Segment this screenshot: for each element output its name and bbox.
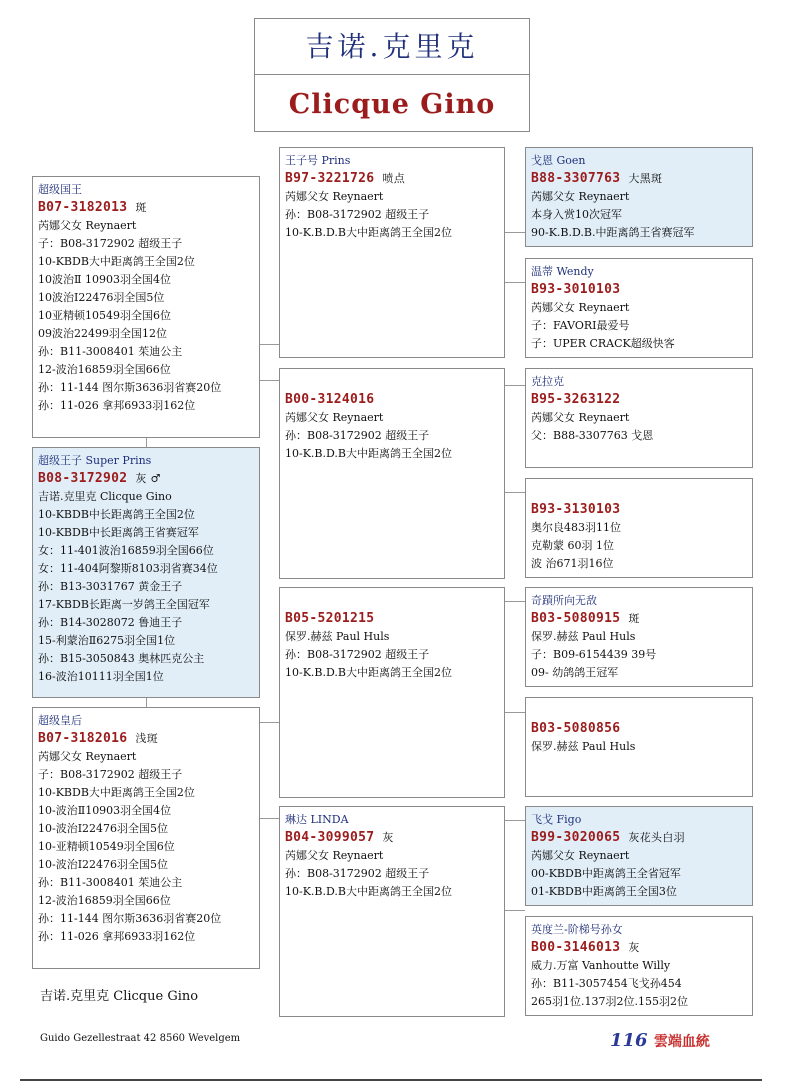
dam-dam-card [279, 806, 505, 1017]
site-logo [610, 1030, 710, 1051]
color-tag: 浅斑 [135, 732, 159, 745]
info-line: 10-K.B.D.B大中距离鸽王全国2位 [285, 447, 453, 460]
info-line: 10-K.B.D.B大中距离鸽王全国2位 [285, 226, 453, 239]
connector [504, 910, 525, 911]
info-line: 17-KBDB长距离一岁鸽王全国冠军 [38, 598, 210, 611]
color-tag: 灰 [628, 941, 640, 954]
color-tag: 大黑斑 [628, 172, 663, 185]
info-line: 本身入赏10次冠军 [531, 208, 622, 221]
dam-card [32, 707, 260, 969]
title-english: Clicque Gino [288, 89, 496, 120]
bird-name: 王子号 Prins [285, 154, 351, 167]
color-tag: 灰花头白羽 [628, 831, 685, 844]
title-box [254, 18, 530, 132]
info-line: 孙：B11-3008401 茱迪公主 [38, 345, 183, 358]
connector [259, 380, 279, 381]
sire-sire-card [279, 147, 505, 358]
info-line: 孙：B15-3050843 奥林匹克公主 [38, 652, 205, 665]
connector [259, 818, 279, 819]
color-tag: 喷点 [382, 172, 406, 185]
bird-name: 温蒂 Wendy [531, 265, 594, 278]
info-line: 子：FAVORI最爱号 [531, 319, 630, 332]
info-line: 265羽1位.137羽2位.155羽2位 [531, 995, 688, 1008]
owner-address: Guido Gezellestraat 42 8560 Wevelgem [40, 1033, 241, 1044]
ring-number: B07-3182016 浅斑 [38, 731, 159, 746]
info-line: 10亚精顿10549羽全国6位 [38, 309, 171, 322]
connector [146, 437, 147, 447]
info-line: 保罗.赫兹 Paul Huls [285, 630, 390, 643]
bird-name: 超级王子 Super Prins [38, 454, 152, 467]
info-line: 女：11-401波治16859羽全国66位 [38, 544, 214, 557]
bird-name [531, 483, 747, 501]
info-line: 芮娜父女 Reynaert [285, 849, 384, 862]
info-line: 09- 幼鸽鸽王冠军 [531, 666, 619, 679]
info-line: 芮娜父女 Reynaert [38, 219, 137, 232]
sds-card [525, 368, 753, 468]
info-line: 10-波治I22476羽全国5位 [38, 822, 169, 835]
info-line: 芮娜父女 Reynaert [531, 411, 630, 424]
ring-number: B00-3146013 灰 [531, 940, 640, 955]
color-tag: 斑 [135, 201, 147, 214]
ring-number: B93-3130103 [531, 502, 621, 517]
info-line: 女：11-404阿黎斯8103羽省赛34位 [38, 562, 218, 575]
ring-number: B95-3263122 [531, 392, 621, 407]
info-line: 孙：B08-3172902 超级王子 [285, 648, 430, 661]
ring-number: B05-5201215 [285, 611, 375, 626]
info-line: 10-波治I22476羽全国5位 [38, 858, 169, 871]
dsd-card [525, 697, 753, 797]
bottom-divider [20, 1079, 762, 1081]
info-line: 芮娜父女 Reynaert [531, 301, 630, 314]
ring-number: B93-3010103 [531, 282, 621, 297]
info-line: 10-波治Ⅱ10903羽全国4位 [38, 804, 172, 817]
info-line: 奥尔良483羽11位 [531, 521, 621, 534]
info-line: 10-K.B.D.B大中距离鸽王全国2位 [285, 885, 453, 898]
sire-card [32, 176, 260, 438]
bird-name: 戈恩 Goen [531, 154, 586, 167]
info-line: 克勒蒙 60羽 1位 [531, 539, 614, 552]
info-line: 15-利蒙治Ⅱ6275羽全国1位 [38, 634, 176, 647]
info-line: 子：B08-3172902 超级王子 [38, 237, 183, 250]
info-line: 12-波治16859羽全国66位 [38, 363, 171, 376]
title-chinese: 吉诺.克里克 [255, 19, 529, 75]
ring-number: B88-3307763 大黑斑 [531, 171, 663, 186]
sss-card [525, 147, 753, 247]
connector [504, 820, 525, 821]
connector [504, 712, 525, 713]
info-line: 孙：11-144 图尔斯3636羽省赛20位 [38, 381, 222, 394]
info-line: 孙：11-026 拿邦6933羽162位 [38, 930, 196, 943]
info-line: 孙：11-026 拿邦6933羽162位 [38, 399, 196, 412]
info-line: 01-KBDB中距离鸽王全国3位 [531, 885, 677, 898]
info-line: 芮娜父女 Reynaert [285, 190, 384, 203]
bird-name: 克拉克 [531, 375, 564, 388]
info-line: 吉诺.克里克 Clicque Gino [38, 490, 172, 503]
info-line: 孙：B08-3172902 超级王子 [285, 867, 430, 880]
info-line: 10-KBDB中长距离鸽王全国2位 [38, 508, 195, 521]
bird-name: 英度兰-阶梯号孙女 [531, 923, 623, 936]
sire-dam-card [279, 368, 505, 579]
ring-number: B03-5080856 [531, 721, 621, 736]
bird-name [531, 702, 747, 720]
connector [146, 697, 147, 707]
info-line: 10-K.B.D.B大中距离鸽王全国2位 [285, 666, 453, 679]
info-line: 孙：B13-3031767 黄金王子 [38, 580, 183, 593]
info-line: 90-K.B.D.B.中距离鸽王省赛冠军 [531, 226, 695, 239]
connector [504, 232, 525, 233]
dds-card [525, 806, 753, 906]
info-line: 孙：B11-3057454飞戈孙454 [531, 977, 682, 990]
connector [504, 492, 525, 493]
info-line: 10-KBDB大中距离鸽王全国2位 [38, 786, 195, 799]
bird-name [285, 373, 499, 391]
bird-name: 超级国王 [38, 183, 82, 196]
info-line: 芮娜父女 Reynaert [531, 849, 630, 862]
info-line: 孙：B14-3028072 鲁迪王子 [38, 616, 183, 629]
dss-card [525, 587, 753, 687]
info-line: 保罗.赫兹 Paul Huls [531, 630, 636, 643]
info-line: 波 治671羽16位 [531, 557, 614, 570]
bird-name [285, 592, 499, 610]
logo-text: 雲端血統 [653, 1034, 710, 1050]
info-line: 09波治22499羽全国12位 [38, 327, 167, 340]
ring-number: B99-3020065 灰花头白羽 [531, 830, 685, 845]
color-tag: 灰 ♂ [135, 472, 161, 485]
info-line: 子：UPER CRACK超级快客 [531, 337, 675, 350]
ring-number: B00-3124016 [285, 392, 375, 407]
connector [259, 344, 279, 345]
info-line: 16-波治10111羽全国1位 [38, 670, 164, 683]
subject-card [32, 447, 260, 698]
info-line: 10-亚精顿10549羽全国6位 [38, 840, 175, 853]
info-line: 子：B09-6154439 39号 [531, 648, 657, 661]
ring-number: B03-5080915 斑 [531, 611, 640, 626]
info-line: 孙：B11-3008401 茱迪公主 [38, 876, 183, 889]
bird-name: 超级皇后 [38, 714, 82, 727]
connector [504, 282, 525, 283]
ddd-card [525, 916, 753, 1016]
info-line: 10-KBDB大中距离鸽王全国2位 [38, 255, 195, 268]
info-line: 10-KBDB中长距离鸽王省赛冠军 [38, 526, 199, 539]
info-line: 保罗.赫兹 Paul Huls [531, 740, 636, 753]
dam-sire-card [279, 587, 505, 798]
ring-number: B97-3221726 喷点 [285, 171, 406, 186]
info-line: 12-波治16859羽全国66位 [38, 894, 171, 907]
info-line: 孙：B08-3172902 超级王子 [285, 208, 430, 221]
connector [259, 722, 279, 723]
owner-name: 吉诺.克里克 Clicque Gino [40, 989, 199, 1004]
bird-name: 奇蹟所向无敌 [531, 594, 597, 607]
connector [504, 385, 525, 386]
info-line: 孙：11-144 图尔斯3636羽省赛20位 [38, 912, 222, 925]
info-line: 孙：B08-3172902 超级王子 [285, 429, 430, 442]
info-line: 10波治Ⅰ22476羽全国5位 [38, 291, 165, 304]
sdd-card [525, 478, 753, 578]
connector [504, 601, 525, 602]
color-tag: 灰 [382, 831, 394, 844]
ssd-card [525, 258, 753, 358]
ring-number: B04-3099057 灰 [285, 830, 394, 845]
logo-number: 116 [610, 1030, 648, 1051]
color-tag: 斑 [628, 612, 640, 625]
info-line: 芮娜父女 Reynaert [285, 411, 384, 424]
info-line: 芮娜父女 Reynaert [531, 190, 630, 203]
info-line: 芮娜父女 Reynaert [38, 750, 137, 763]
info-line: 子：B08-3172902 超级王子 [38, 768, 183, 781]
bird-name: 飞戈 Figo [531, 813, 582, 826]
ring-number: B08-3172902 灰 ♂ [38, 471, 161, 486]
info-line: 10波治Ⅱ 10903羽全国4位 [38, 273, 171, 286]
ring-number: B07-3182013 斑 [38, 200, 147, 215]
info-line: 威力.万富 Vanhoutte Willy [531, 959, 671, 972]
info-line: 父：B88-3307763 戈恩 [531, 429, 654, 442]
info-line: 00-KBDB中距离鸽王全省冠军 [531, 867, 681, 880]
bird-name: 琳达 LINDA [285, 813, 349, 826]
